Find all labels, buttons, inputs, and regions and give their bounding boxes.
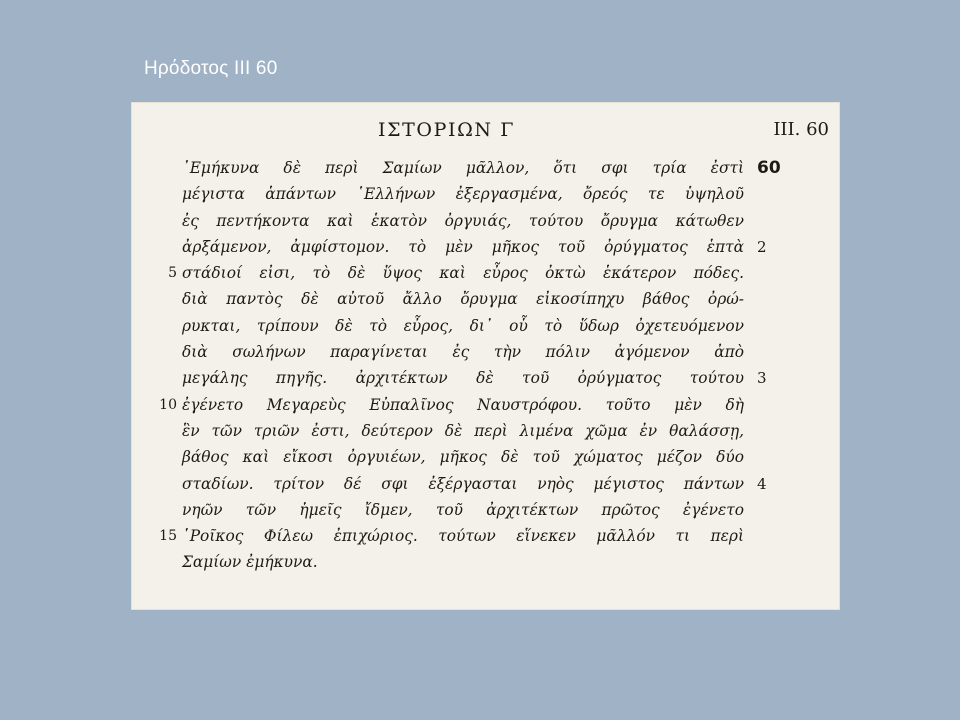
text-line (132, 549, 839, 575)
line-text: ἓν τῶν τριῶν ἐστι, δεύτερον δὲ περὶ λιμένα χῶμα ἐν θαλάσσῃ, (182, 421, 744, 440)
line-text: στάδιοί εἰσι, τὸ δὲ ὕψος καὶ εὖρος ὀκτὼ ἑκάτερον πόδες. (182, 264, 744, 283)
text-line (132, 155, 839, 181)
line-text: νηῶν τῶν ἡμεῖς ἴδμεν, τοῦ ἀρχιτέκτων πρῶτος ἐγένετο (182, 500, 744, 519)
line-text: διὰ παντὸς δὲ αὐτοῦ ἄλλο ὄρυγμα εἰκοσίπηχυ βάθος ὀρώ- (182, 290, 744, 309)
line-text: μεγάλης πηγῆς. ἀρχιτέκτων δὲ τοῦ ὀρύγματος τούτου (182, 369, 744, 388)
text-line (132, 286, 839, 312)
line-text: ἐς πεντήκοντα καὶ ἑκατὸν ὀργυιάς, τούτου ὄρυγμα κάτωθεν (182, 211, 744, 230)
line-text: μέγιστα ἁπάντων ῾Ελλήνων ἐξεργασμένα, ὄρεός τε ὑψηλοῦ (182, 185, 744, 204)
line-text: διὰ σωλήνων παραγίνεται ἐς τὴν πόλιν ἀγόμενον ἀπὸ (182, 343, 744, 362)
chapter-number: 4 (757, 474, 767, 493)
page-reference: III. 60 (773, 119, 829, 140)
line-text: ἐγένετο Μεγαρεὺς Εὐπαλῖνος Ναυστρόφου. τοῦτο μὲν δὴ (182, 395, 744, 414)
text-line (132, 418, 839, 444)
text-line (132, 523, 839, 549)
text-line (132, 365, 839, 391)
text-line (132, 181, 839, 207)
line-number: 10 (159, 396, 177, 413)
line-number: 15 (159, 528, 177, 545)
slide-title: Ηρόδοτος III 60 (144, 58, 278, 79)
running-head (132, 119, 839, 145)
text-line (132, 313, 839, 339)
line-text: ρυκται, τρίπουν δὲ τὸ εὖρος, δι᾿ οὗ τὸ ὕδωρ ὀχετευόμενον (182, 316, 744, 335)
text-line (132, 471, 839, 497)
line-text: ᾿Εμήκυνα δὲ περὶ Σαμίων μᾶλλον, ὅτι σφι τρία ἐστὶ (182, 159, 744, 177)
text-line (132, 497, 839, 523)
text-line (132, 260, 839, 286)
greek-text-block (132, 155, 839, 576)
chapter-number: 60 (757, 158, 781, 178)
line-text: βάθος καὶ εἴκοσι ὀργυιέων, μῆκος δὲ τοῦ χώματος μέζον δύο (182, 448, 744, 467)
text-line (132, 234, 839, 260)
chapter-number: 2 (757, 237, 767, 256)
line-number: 5 (168, 265, 177, 282)
line-text: σταδίων. τρίτον δέ σφι ἐξέργασται νηὸς μέγιστος πάντων (182, 474, 744, 493)
scanned-page (132, 103, 839, 609)
book-title: ΙΣΤΟΡΙΩΝ Γ (378, 119, 516, 141)
text-line (132, 444, 839, 470)
line-text: Σαμίων ἐμήκυνα. (182, 553, 318, 572)
text-line (132, 392, 839, 418)
chapter-number: 3 (757, 369, 767, 388)
text-line (132, 339, 839, 365)
line-text: ῾Ροῖκος Φίλεω ἐπιχώριος. τούτων εἵνεκεν μᾶλλόν τι περὶ (182, 527, 744, 546)
text-line (132, 208, 839, 234)
line-text: ἀρξάμενον, ἀμφίστομον. τὸ μὲν μῆκος τοῦ ὀρύγματος ἑπτὰ (182, 237, 744, 256)
